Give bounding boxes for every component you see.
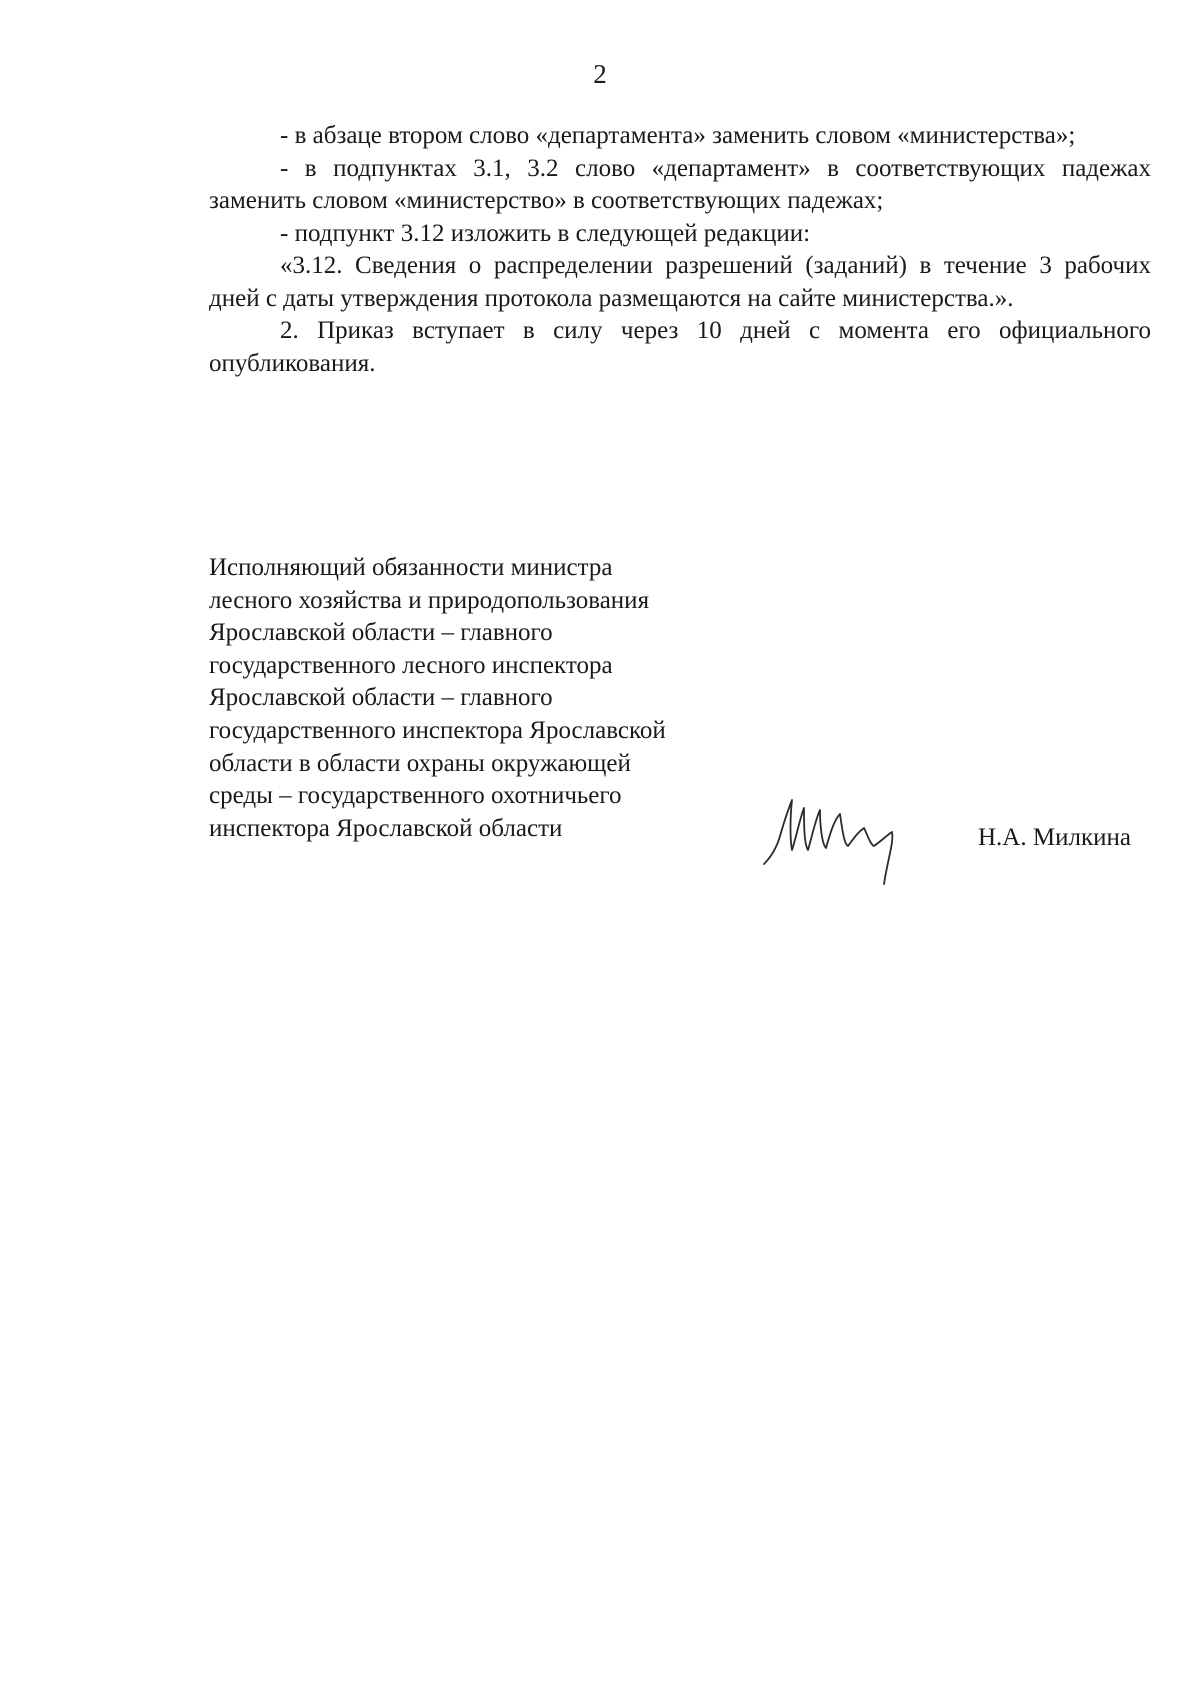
signatory-title-line: Исполняющий обязанности министра — [209, 554, 613, 581]
amendment-paragraph-1: - в абзаце втором слово «департамента» заменить словом «министерства»; — [280, 122, 1076, 149]
signatory-title-line: области в области охраны окружающей — [209, 749, 631, 777]
signatory-title — [209, 552, 769, 845]
amendment-paragraph-2: - в подпунктах 3.1, 3.2 слово «департамент» в соответствующих падежах заменить словом «министерство» в соответствующих падежах; — [209, 154, 1151, 214]
page-number: 2 — [593, 59, 607, 89]
signature-stroke — [764, 800, 892, 884]
amendment-quote-paragraph: «3.12. Сведения о распределении разрешений (заданий) в течение 3 рабочих дней с даты утверждения протокола размещаются на сайте министерства.». — [209, 252, 1151, 312]
signatory-name: Н.А. Милкина — [978, 824, 1131, 851]
signatory-title-line: Ярославской области – главного — [209, 619, 553, 647]
effective-date-paragraph: 2. Приказ вступает в силу через 10 дней с момента его официального опубликования. — [209, 317, 1151, 377]
signatory-title-line: государственного инспектора Ярославской — [209, 716, 666, 744]
amendment-paragraph-3: - подпункт 3.12 изложить в следующей редакции: — [280, 219, 811, 247]
signatory-title-line: инспектора Ярославской области — [209, 814, 563, 842]
handwritten-signature — [760, 788, 930, 888]
signatory-title-line: среды – государственного охотничьего — [209, 782, 622, 810]
signatory-title-line: Ярославской области – главного — [209, 684, 553, 712]
signatory-title-line: государственного лесного инспектора — [209, 651, 613, 679]
signatory-title-line: лесного хозяйства и природопользования — [209, 586, 650, 614]
document-body — [209, 120, 1151, 380]
